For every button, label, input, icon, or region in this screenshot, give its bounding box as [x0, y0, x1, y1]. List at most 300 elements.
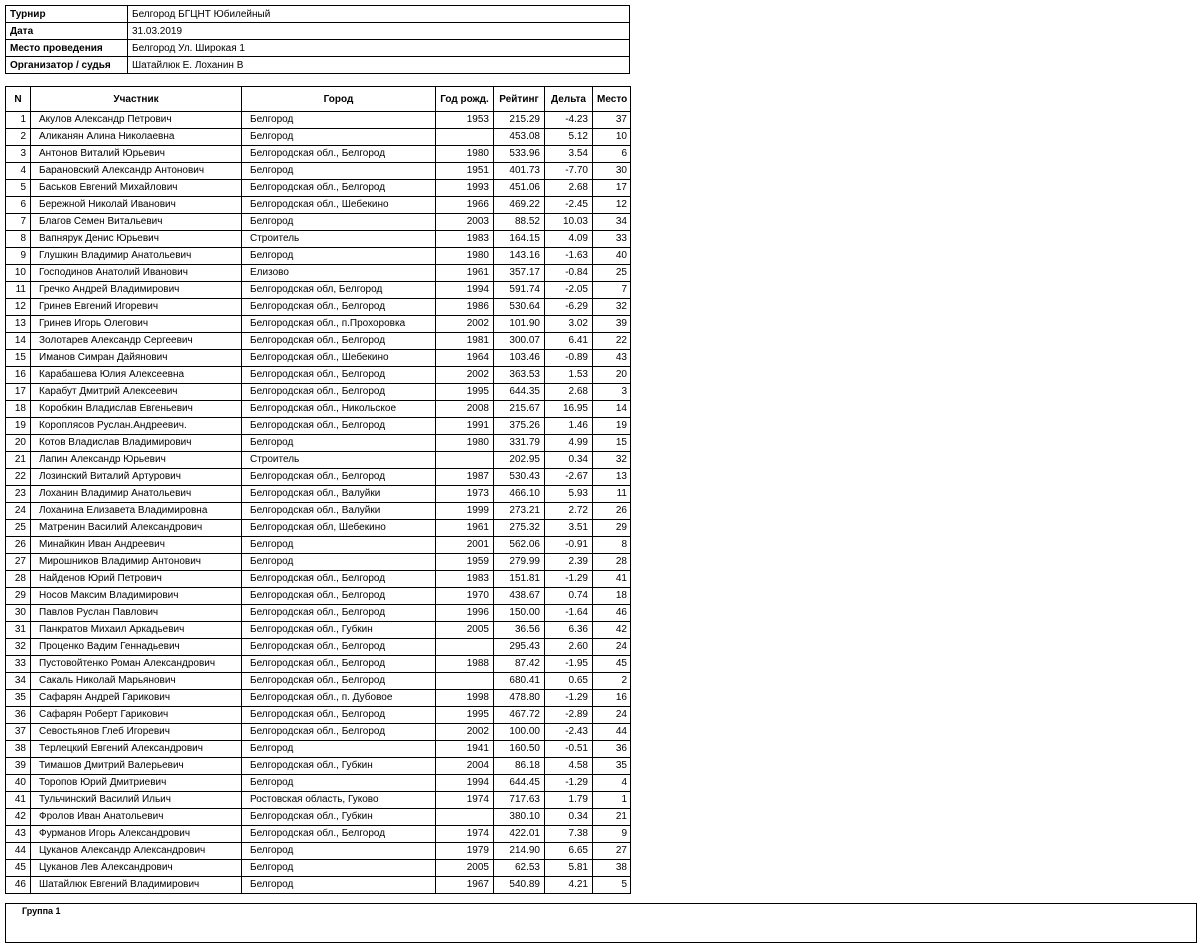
cell-place: 5: [593, 877, 631, 894]
cell-participant: Котов Владислав Владимирович: [31, 435, 242, 452]
cell-rating: 62.53: [494, 860, 545, 877]
info-row: [6, 40, 630, 57]
cell-rating: 375.26: [494, 418, 545, 435]
cell-place: 19: [593, 418, 631, 435]
cell-number: 26: [6, 537, 31, 554]
cell-place: 1: [593, 792, 631, 809]
cell-participant: Барановский Александр Антонович: [31, 163, 242, 180]
cell-place: 11: [593, 486, 631, 503]
cell-place: 30: [593, 163, 631, 180]
cell-birth-year: 1988: [436, 656, 494, 673]
info-row: [6, 23, 630, 40]
cell-birth-year: 1974: [436, 826, 494, 843]
cell-city: Белгород: [242, 741, 436, 758]
cell-number: 11: [6, 282, 31, 299]
cell-place: 8: [593, 537, 631, 554]
cell-delta: -2.45: [545, 197, 593, 214]
cell-rating: 279.99: [494, 554, 545, 571]
cell-rating: 87.42: [494, 656, 545, 673]
table-row: [6, 843, 631, 860]
cell-delta: 3.51: [545, 520, 593, 537]
cell-participant: Тимашов Дмитрий Валерьевич: [31, 758, 242, 775]
cell-city: Белгородская обл., Белгород: [242, 333, 436, 350]
cell-participant: Матренин Василий Александрович: [31, 520, 242, 537]
cell-city: Белгородская обл., Белгород: [242, 724, 436, 741]
cell-rating: 644.35: [494, 384, 545, 401]
cell-birth-year: 1981: [436, 333, 494, 350]
cell-number: 5: [6, 180, 31, 197]
cell-place: 9: [593, 826, 631, 843]
cell-birth-year: 1980: [436, 146, 494, 163]
cell-place: 24: [593, 639, 631, 656]
cell-place: 18: [593, 588, 631, 605]
cell-number: 15: [6, 350, 31, 367]
cell-birth-year: 1994: [436, 775, 494, 792]
cell-city: Белгородская обл., п. Дубовое: [242, 690, 436, 707]
cell-place: 46: [593, 605, 631, 622]
cell-participant: Карабашева Юлия Алексеевна: [31, 367, 242, 384]
cell-number: 34: [6, 673, 31, 690]
cell-delta: 2.68: [545, 384, 593, 401]
col-header-city: Город: [242, 87, 436, 112]
cell-rating: 469.22: [494, 197, 545, 214]
table-row: [6, 401, 631, 418]
cell-number: 40: [6, 775, 31, 792]
cell-birth-year: 1991: [436, 418, 494, 435]
cell-birth-year: 1986: [436, 299, 494, 316]
table-row: [6, 248, 631, 265]
cell-city: Елизово: [242, 265, 436, 282]
cell-number: 36: [6, 707, 31, 724]
cell-birth-year: 1964: [436, 350, 494, 367]
col-header-rating: Рейтинг: [494, 87, 545, 112]
cell-birth-year: 2008: [436, 401, 494, 418]
cell-city: Белгород: [242, 163, 436, 180]
cell-delta: 1.53: [545, 367, 593, 384]
cell-rating: 215.67: [494, 401, 545, 418]
results-table: [5, 86, 631, 894]
cell-participant: Панкратов Михаил Аркадьевич: [31, 622, 242, 639]
table-row: [6, 146, 631, 163]
results-header-row: [6, 87, 631, 112]
cell-city: Белгородская обл., Валуйки: [242, 503, 436, 520]
cell-city: Белгородская обл., Белгород: [242, 639, 436, 656]
table-row: [6, 350, 631, 367]
cell-rating: 422.01: [494, 826, 545, 843]
cell-number: 6: [6, 197, 31, 214]
cell-number: 37: [6, 724, 31, 741]
cell-birth-year: 1995: [436, 707, 494, 724]
cell-participant: Господинов Анатолий Иванович: [31, 265, 242, 282]
results-body: [6, 112, 631, 894]
table-row: [6, 639, 631, 656]
cell-city: Белгородская обл., Шебекино: [242, 350, 436, 367]
table-row: [6, 418, 631, 435]
cell-rating: 143.16: [494, 248, 545, 265]
cell-birth-year: 1974: [436, 792, 494, 809]
cell-number: 17: [6, 384, 31, 401]
cell-participant: Лоханина Елизавета Владимировна: [31, 503, 242, 520]
cell-delta: 2.68: [545, 180, 593, 197]
cell-rating: 591.74: [494, 282, 545, 299]
cell-delta: -2.43: [545, 724, 593, 741]
cell-participant: Золотарев Александр Сергеевич: [31, 333, 242, 350]
cell-place: 25: [593, 265, 631, 282]
table-row: [6, 503, 631, 520]
cell-city: Белгородская обл, Белгород: [242, 282, 436, 299]
cell-delta: 3.02: [545, 316, 593, 333]
cell-birth-year: 1970: [436, 588, 494, 605]
cell-rating: 101.90: [494, 316, 545, 333]
cell-delta: 4.99: [545, 435, 593, 452]
cell-delta: 2.39: [545, 554, 593, 571]
cell-number: 12: [6, 299, 31, 316]
table-row: [6, 129, 631, 146]
cell-birth-year: 2004: [436, 758, 494, 775]
cell-number: 27: [6, 554, 31, 571]
cell-city: Белгородская обл., Белгород: [242, 571, 436, 588]
cell-rating: 562.06: [494, 537, 545, 554]
cell-place: 29: [593, 520, 631, 537]
cell-place: 42: [593, 622, 631, 639]
cell-participant: Акулов Александр Петрович: [31, 112, 242, 129]
cell-rating: 164.15: [494, 231, 545, 248]
cell-rating: 331.79: [494, 435, 545, 452]
cell-number: 9: [6, 248, 31, 265]
table-row: [6, 809, 631, 826]
table-row: [6, 214, 631, 231]
table-row: [6, 486, 631, 503]
cell-delta: 5.12: [545, 129, 593, 146]
cell-city: Белгородская обл., п.Прохоровка: [242, 316, 436, 333]
cell-birth-year: 2003: [436, 214, 494, 231]
cell-participant: Лозинский Виталий Артурович: [31, 469, 242, 486]
cell-rating: 103.46: [494, 350, 545, 367]
cell-birth-year: 2005: [436, 860, 494, 877]
cell-rating: 36.56: [494, 622, 545, 639]
table-row: [6, 180, 631, 197]
cell-rating: 214.90: [494, 843, 545, 860]
cell-city: Белгородская обл., Белгород: [242, 656, 436, 673]
cell-city: Строитель: [242, 231, 436, 248]
cell-place: 21: [593, 809, 631, 826]
cell-birth-year: 1961: [436, 520, 494, 537]
cell-place: 39: [593, 316, 631, 333]
cell-participant: Минайкин Иван Андреевич: [31, 537, 242, 554]
cell-birth-year: 1993: [436, 180, 494, 197]
cell-number: 30: [6, 605, 31, 622]
cell-delta: 7.38: [545, 826, 593, 843]
cell-birth-year: 1966: [436, 197, 494, 214]
cell-participant: Антонов Виталий Юрьевич: [31, 146, 242, 163]
cell-rating: 467.72: [494, 707, 545, 724]
cell-rating: 401.73: [494, 163, 545, 180]
cell-place: 2: [593, 673, 631, 690]
cell-delta: 6.65: [545, 843, 593, 860]
cell-city: Белгород: [242, 112, 436, 129]
cell-place: 32: [593, 299, 631, 316]
cell-delta: 6.41: [545, 333, 593, 350]
col-header-delta: Дельта: [545, 87, 593, 112]
cell-place: 17: [593, 180, 631, 197]
cell-delta: -4.23: [545, 112, 593, 129]
cell-delta: -0.91: [545, 537, 593, 554]
table-row: [6, 299, 631, 316]
cell-participant: Иманов Симран Дайянович: [31, 350, 242, 367]
table-row: [6, 622, 631, 639]
table-row: [6, 605, 631, 622]
cell-city: Белгород: [242, 775, 436, 792]
cell-place: 33: [593, 231, 631, 248]
cell-place: 10: [593, 129, 631, 146]
cell-rating: 86.18: [494, 758, 545, 775]
cell-delta: 16.95: [545, 401, 593, 418]
cell-birth-year: 2001: [436, 537, 494, 554]
cell-city: Белгород: [242, 877, 436, 894]
cell-rating: 273.21: [494, 503, 545, 520]
cell-place: 34: [593, 214, 631, 231]
cell-participant: Цуканов Александр Александрович: [31, 843, 242, 860]
info-row: [6, 57, 630, 74]
cell-number: 24: [6, 503, 31, 520]
cell-city: Белгородская обл., Белгород: [242, 418, 436, 435]
cell-number: 35: [6, 690, 31, 707]
cell-city: Белгородская обл., Белгород: [242, 146, 436, 163]
cell-participant: Сафарян Андрей Гарикович: [31, 690, 242, 707]
table-row: [6, 333, 631, 350]
cell-place: 36: [593, 741, 631, 758]
cell-number: 43: [6, 826, 31, 843]
cell-rating: 215.29: [494, 112, 545, 129]
tournament-info-table: [5, 5, 630, 74]
cell-participant: Сакаль Николай Марьянович: [31, 673, 242, 690]
cell-rating: 466.10: [494, 486, 545, 503]
cell-participant: Мирошников Владимир Антонович: [31, 554, 242, 571]
cell-birth-year: 1951: [436, 163, 494, 180]
table-row: [6, 775, 631, 792]
cell-number: 3: [6, 146, 31, 163]
table-row: [6, 571, 631, 588]
table-row: [6, 724, 631, 741]
cell-rating: 357.17: [494, 265, 545, 282]
info-label: Место проведения: [6, 40, 128, 57]
cell-participant: Коробкин Владислав Евгеньевич: [31, 401, 242, 418]
table-row: [6, 707, 631, 724]
cell-participant: Фролов Иван Анатольевич: [31, 809, 242, 826]
cell-number: 42: [6, 809, 31, 826]
cell-birth-year: 1998: [436, 690, 494, 707]
cell-participant: Гринев Игорь Олегович: [31, 316, 242, 333]
cell-city: Белгородская обл., Белгород: [242, 588, 436, 605]
cell-place: 41: [593, 571, 631, 588]
cell-city: Белгород: [242, 248, 436, 265]
cell-participant: Карабут Дмитрий Алексеевич: [31, 384, 242, 401]
cell-number: 4: [6, 163, 31, 180]
table-row: [6, 163, 631, 180]
cell-rating: 295.43: [494, 639, 545, 656]
cell-rating: 451.06: [494, 180, 545, 197]
cell-rating: 680.41: [494, 673, 545, 690]
cell-city: Белгородская обл., Белгород: [242, 605, 436, 622]
cell-place: 13: [593, 469, 631, 486]
table-row: [6, 588, 631, 605]
group-section: [5, 903, 1197, 943]
cell-birth-year: 1995: [436, 384, 494, 401]
cell-birth-year: 2002: [436, 316, 494, 333]
info-value: Белгород Ул. Широкая 1: [128, 40, 630, 57]
cell-birth-year: 1980: [436, 248, 494, 265]
cell-participant: Гринев Евгений Игоревич: [31, 299, 242, 316]
cell-delta: -1.63: [545, 248, 593, 265]
cell-city: Белгородская обл., Губкин: [242, 622, 436, 639]
cell-number: 45: [6, 860, 31, 877]
cell-place: 38: [593, 860, 631, 877]
cell-number: 13: [6, 316, 31, 333]
cell-delta: -0.51: [545, 741, 593, 758]
cell-number: 1: [6, 112, 31, 129]
cell-place: 26: [593, 503, 631, 520]
col-header-place: Место: [593, 87, 631, 112]
cell-delta: -2.05: [545, 282, 593, 299]
cell-birth-year: 2002: [436, 724, 494, 741]
cell-number: 22: [6, 469, 31, 486]
cell-participant: Глушкин Владимир Анатольевич: [31, 248, 242, 265]
cell-place: 45: [593, 656, 631, 673]
cell-delta: 5.93: [545, 486, 593, 503]
cell-city: Белгород: [242, 843, 436, 860]
cell-number: 33: [6, 656, 31, 673]
info-value: 31.03.2019: [128, 23, 630, 40]
cell-place: 4: [593, 775, 631, 792]
cell-delta: 0.34: [545, 452, 593, 469]
cell-participant: Лоханин Владимир Анатольевич: [31, 486, 242, 503]
cell-delta: -0.84: [545, 265, 593, 282]
cell-rating: 380.10: [494, 809, 545, 826]
table-row: [6, 452, 631, 469]
cell-delta: 0.74: [545, 588, 593, 605]
cell-delta: -1.64: [545, 605, 593, 622]
table-row: [6, 282, 631, 299]
cell-birth-year: [436, 673, 494, 690]
cell-number: 19: [6, 418, 31, 435]
info-value: Белгород БГЦНТ Юбилейный: [128, 6, 630, 23]
table-row: [6, 860, 631, 877]
cell-city: Белгород: [242, 554, 436, 571]
table-row: [6, 265, 631, 282]
cell-city: Белгород: [242, 214, 436, 231]
cell-delta: 0.34: [545, 809, 593, 826]
cell-delta: 4.09: [545, 231, 593, 248]
cell-number: 16: [6, 367, 31, 384]
cell-place: 43: [593, 350, 631, 367]
cell-city: Ростовская область, Гуково: [242, 792, 436, 809]
cell-number: 8: [6, 231, 31, 248]
cell-delta: 1.79: [545, 792, 593, 809]
cell-delta: -1.29: [545, 571, 593, 588]
cell-place: 22: [593, 333, 631, 350]
table-row: [6, 792, 631, 809]
cell-delta: -0.89: [545, 350, 593, 367]
cell-city: Белгородская обл., Шебекино: [242, 197, 436, 214]
cell-city: Белгородская обл., Белгород: [242, 826, 436, 843]
col-header-birth-year: Год рожд.: [436, 87, 494, 112]
cell-participant: Шатайлюк Евгений Владимирович: [31, 877, 242, 894]
cell-rating: 478.80: [494, 690, 545, 707]
cell-delta: 10.03: [545, 214, 593, 231]
cell-number: 20: [6, 435, 31, 452]
cell-number: 25: [6, 520, 31, 537]
cell-city: Белгородская обл., Губкин: [242, 809, 436, 826]
table-row: [6, 758, 631, 775]
cell-participant: Вапнярук Денис Юрьевич: [31, 231, 242, 248]
cell-birth-year: 1999: [436, 503, 494, 520]
cell-place: 27: [593, 843, 631, 860]
cell-birth-year: [436, 639, 494, 656]
table-row: [6, 673, 631, 690]
info-value: Шатайлюк Е. Лоханин В: [128, 57, 630, 74]
cell-birth-year: 1973: [436, 486, 494, 503]
cell-participant: Пустовойтенко Роман Александрович: [31, 656, 242, 673]
table-row: [6, 316, 631, 333]
cell-place: 14: [593, 401, 631, 418]
cell-rating: 100.00: [494, 724, 545, 741]
cell-city: Строитель: [242, 452, 436, 469]
cell-number: 7: [6, 214, 31, 231]
cell-delta: -1.95: [545, 656, 593, 673]
table-row: [6, 520, 631, 537]
cell-delta: 5.81: [545, 860, 593, 877]
info-label: Дата: [6, 23, 128, 40]
cell-rating: 275.32: [494, 520, 545, 537]
cell-number: 21: [6, 452, 31, 469]
cell-number: 31: [6, 622, 31, 639]
cell-place: 12: [593, 197, 631, 214]
cell-birth-year: [436, 129, 494, 146]
cell-participant: Бережной Николай Иванович: [31, 197, 242, 214]
info-row: [6, 6, 630, 23]
cell-number: 28: [6, 571, 31, 588]
cell-rating: 438.67: [494, 588, 545, 605]
cell-delta: 3.54: [545, 146, 593, 163]
table-row: [6, 197, 631, 214]
cell-delta: 1.46: [545, 418, 593, 435]
cell-rating: 150.00: [494, 605, 545, 622]
cell-birth-year: [436, 809, 494, 826]
cell-delta: -7.70: [545, 163, 593, 180]
table-row: [6, 877, 631, 894]
cell-rating: 88.52: [494, 214, 545, 231]
cell-birth-year: 1941: [436, 741, 494, 758]
group-label: Группа 1: [22, 906, 61, 916]
cell-participant: Павлов Руслан Павлович: [31, 605, 242, 622]
cell-number: 44: [6, 843, 31, 860]
cell-rating: 533.96: [494, 146, 545, 163]
cell-participant: Цуканов Лев Александрович: [31, 860, 242, 877]
cell-place: 44: [593, 724, 631, 741]
table-row: [6, 469, 631, 486]
cell-birth-year: 2005: [436, 622, 494, 639]
cell-delta: 6.36: [545, 622, 593, 639]
cell-birth-year: 1987: [436, 469, 494, 486]
cell-rating: 540.89: [494, 877, 545, 894]
cell-participant: Короплясов Руслан.Андреевич.: [31, 418, 242, 435]
cell-city: Белгородская обл, Шебекино: [242, 520, 436, 537]
cell-place: 37: [593, 112, 631, 129]
cell-rating: 530.43: [494, 469, 545, 486]
cell-birth-year: [436, 452, 494, 469]
cell-birth-year: 1979: [436, 843, 494, 860]
cell-city: Белгород: [242, 435, 436, 452]
